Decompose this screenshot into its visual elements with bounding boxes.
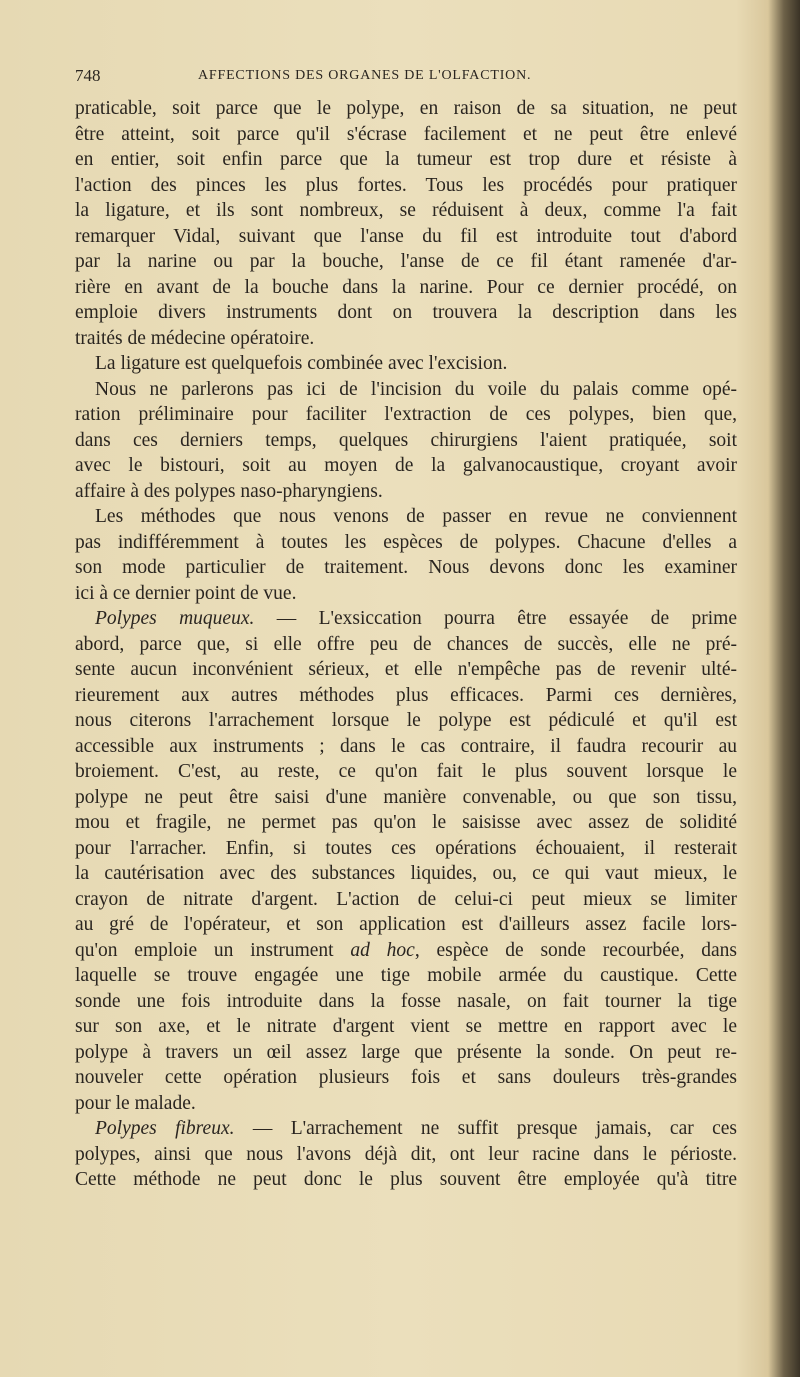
text-segment: avec le bistouri, soit au moyen de la galvanocaustique, croyant avoir — [75, 455, 737, 476]
italic-text: Polypes fibreux. — [95, 1118, 235, 1139]
text-line — [75, 1091, 737, 1117]
text-line — [75, 300, 737, 326]
text-segment: rieurement aux autres méthodes plus efficaces. Parmi ces dernières, — [75, 684, 737, 706]
text-line — [75, 1014, 737, 1040]
text-segment: remarquer Vidal, suivant que l'anse du fil est introduite tout d'abord — [75, 225, 737, 247]
text-segment: broiement. C'est, au reste, ce qu'on fait le plus souvent lorsque le — [75, 761, 737, 782]
text-segment: nous citerons l'arrachement lorsque le polype est pédiculé et qu'il est — [75, 710, 737, 731]
text-segment: la cautérisation avec des substances liquides, ou, ce qui vaut mieux, le — [75, 863, 737, 884]
text-line — [75, 734, 737, 760]
text-line — [75, 683, 737, 709]
text-line — [75, 428, 737, 454]
text-segment: — L'arrachement ne suffit presque jamais, car ces — [234, 1118, 737, 1139]
text-segment: pas indifféremment à toutes les espèces de polypes. Chacune d'elles a — [75, 531, 737, 553]
text-line — [75, 606, 737, 632]
text-line — [75, 326, 737, 352]
text-line — [75, 938, 737, 964]
text-line — [75, 198, 737, 224]
text-segment: au gré de l'opérateur, et son application est d'ailleurs assez facile lors- — [75, 914, 737, 935]
text-segment: laquelle se trouve engagée une tige mobile armée du caustique. Cette — [75, 965, 737, 986]
text-segment: dans ces derniers temps, quelques chirurgiens l'aient pratiquée, soit — [75, 429, 737, 451]
text-segment: abord, parce que, si elle offre peu de chances de succès, elle ne pré- — [75, 633, 737, 655]
text-line — [75, 122, 737, 148]
text-segment: rière en avant de la bouche dans la narine. Pour ce dernier procédé, on — [75, 276, 737, 298]
text-segment: praticable, soit parce que le polype, en raison de sa situation, ne peut — [75, 98, 737, 119]
page-header — [75, 66, 735, 90]
text-segment: l'action des pinces les plus fortes. Tous les procédés pour pratiquer — [75, 174, 737, 196]
text-segment: polype ne peut être saisi d'une manière convenable, ou que son tissu, — [75, 786, 737, 808]
text-line — [75, 479, 737, 505]
text-line — [75, 989, 737, 1015]
page-number: 748 — [75, 66, 101, 85]
text-segment: ration préliminaire pour faciliter l'extraction de ces polypes, bien que, — [75, 404, 737, 425]
text-line — [75, 708, 737, 734]
italic-text: ad hoc — [350, 939, 415, 961]
italic-text: Polypes muqueux. — [95, 608, 255, 629]
text-line — [75, 453, 737, 479]
running-title: AFFECTIONS DES ORGANES DE L'OLFACTION. — [198, 68, 532, 83]
text-line — [75, 657, 737, 683]
text-line — [75, 530, 737, 556]
text-line — [75, 1142, 737, 1168]
text-segment: être atteint, soit parce qu'il s'écrase facilement et ne peut être enlevé — [75, 123, 737, 145]
text-segment: , espèce de sonde recourbée, dans — [414, 939, 737, 961]
text-line — [75, 1040, 737, 1066]
text-segment: La ligature est quelquefois combinée avec l'excision. — [95, 353, 508, 374]
body-text — [75, 96, 737, 1193]
text-line — [75, 275, 737, 301]
text-line — [75, 147, 737, 173]
text-line — [75, 504, 737, 530]
text-line — [75, 96, 737, 122]
text-segment: Nous ne parlerons pas ici de l'incision du voile du palais comme opé- — [95, 378, 737, 400]
text-segment: polype à travers un œil assez large que présente la sonde. On peut re- — [75, 1041, 737, 1063]
text-line — [75, 861, 737, 887]
text-segment: mou et fragile, ne permet pas qu'on le saisisse avec assez de solidité — [75, 812, 737, 833]
text-line — [75, 836, 737, 862]
text-segment: crayon de nitrate d'argent. L'action de celui-ci peut mieux se limiter — [75, 888, 737, 910]
text-segment: pour l'arracher. Enfin, si toutes ces opérations échouaient, il resterait — [75, 837, 737, 859]
text-segment: sur son axe, et le nitrate d'argent vient se mettre en rapport avec le — [75, 1016, 737, 1037]
text-segment: — L'exsiccation pourra être essayée de prime — [254, 608, 738, 629]
text-line — [75, 224, 737, 250]
text-line — [75, 351, 737, 377]
text-segment: traités de médecine opératoire. — [75, 327, 315, 349]
text-segment: par la narine ou par la bouche, l'anse de ce fil étant ramenée d'ar- — [75, 251, 737, 272]
text-line — [75, 810, 737, 836]
text-line — [75, 912, 737, 938]
text-line — [75, 173, 737, 199]
text-line — [75, 1167, 737, 1193]
text-segment: accessible aux instruments ; dans le cas contraire, il faudra recourir au — [75, 735, 737, 757]
text-line — [75, 759, 737, 785]
text-segment: Les méthodes que nous venons de passer en revue ne conviennent — [95, 506, 737, 527]
text-segment: sonde une fois introduite dans la fosse nasale, on fait tourner la tige — [75, 990, 737, 1012]
text-line — [75, 1116, 737, 1142]
text-segment: emploie divers instruments dont on trouvera la description dans les — [75, 302, 737, 323]
text-line — [75, 402, 737, 428]
text-line — [75, 249, 737, 275]
text-segment: polypes, ainsi que nous l'avons déjà dit, ont leur racine dans le périoste. — [75, 1143, 737, 1165]
text-line — [75, 377, 737, 403]
text-line — [75, 963, 737, 989]
text-line — [75, 887, 737, 913]
text-segment: sente aucun inconvénient sérieux, et elle n'empêche pas de revenir ulté- — [75, 659, 737, 680]
text-segment: en entier, soit enfin parce que la tumeur est trop dure et résiste à — [75, 149, 737, 170]
text-line — [75, 581, 737, 607]
text-line — [75, 632, 737, 658]
text-line — [75, 555, 737, 581]
text-segment: pour le malade. — [75, 1092, 196, 1114]
text-segment: affaire à des polypes naso-pharyngiens. — [75, 480, 383, 502]
text-segment: Cette méthode ne peut donc le plus souvent être employée qu'à titre — [75, 1169, 737, 1190]
text-segment: qu'on emploie un instrument — [75, 939, 351, 961]
text-segment: ici à ce dernier point de vue. — [75, 582, 297, 604]
text-line — [75, 785, 737, 811]
text-segment: nouveler cette opération plusieurs fois et sans douleurs très-grandes — [75, 1067, 737, 1088]
text-line — [75, 1065, 737, 1091]
text-segment: son mode particulier de traitement. Nous devons donc les examiner — [75, 557, 737, 578]
text-segment: la ligature, et ils sont nombreux, se réduisent à deux, comme l'a fait — [75, 200, 737, 221]
